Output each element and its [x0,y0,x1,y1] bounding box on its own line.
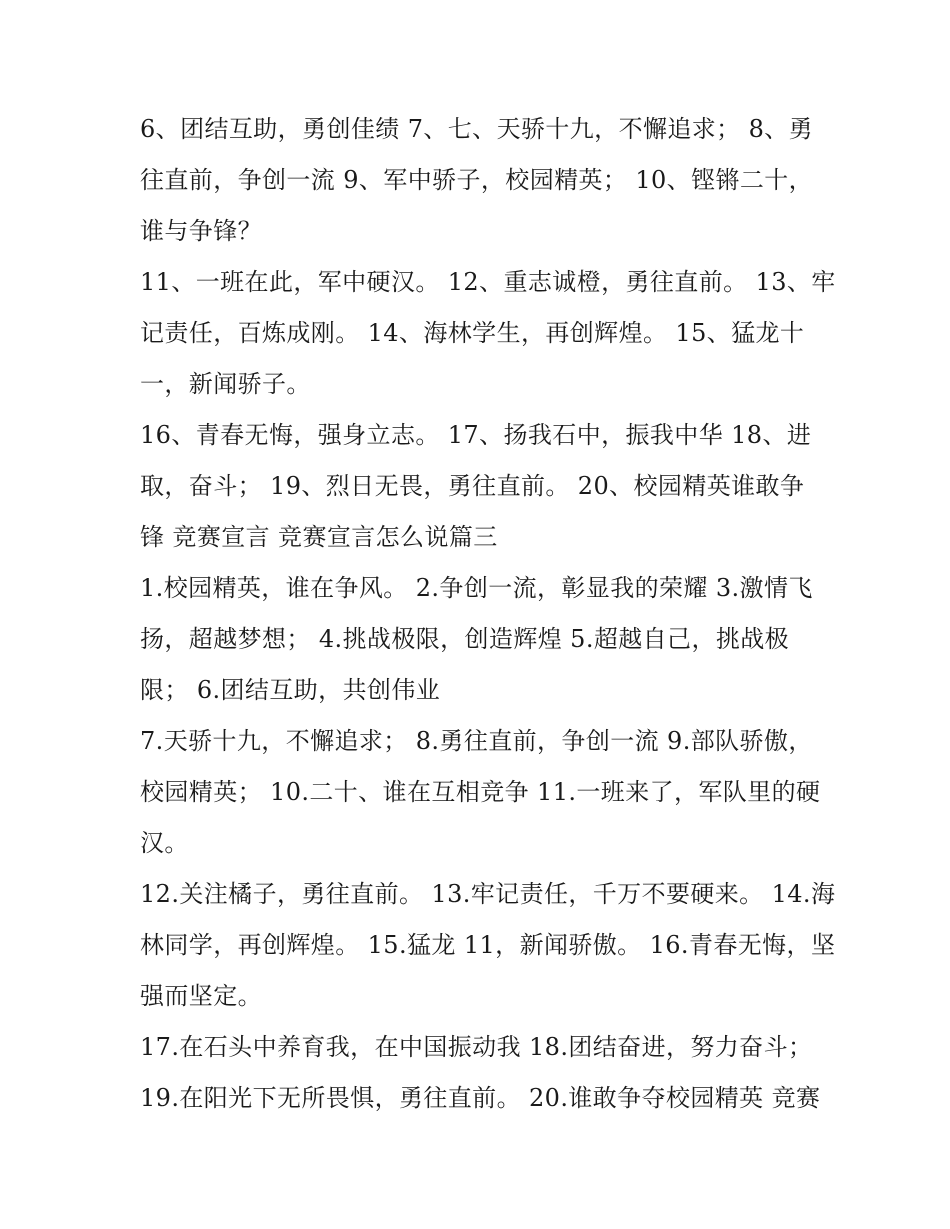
text-line: 一，新闻骄子。 [140,370,311,398]
text-line: 锋 竞赛宣言 竞赛宣言怎么说篇三 [140,523,498,551]
paragraph-slogans-16-20 [140,410,812,563]
text-line: 7.天骄十九，不懈追求； 8.勇往直前，争创一流 9.部队骄傲， [140,727,813,755]
text-line: 校园精英； 10.二十、谁在互相竞争 11.一班来了，军队里的硬 [140,778,821,806]
paragraph-part3-1-6 [140,563,812,716]
text-line: 16、青春无悔，强身立志。 17、扬我石中，振我中华 18、进 [140,421,812,449]
text-line: 17.在石头中养育我，在中国振动我 18.团结奋进，努力奋斗； [140,1033,813,1061]
text-line: 取，奋斗； 19、烈日无畏，勇往直前。 20、校园精英谁敢争 [140,472,805,500]
text-line: 限； 6.团结互助，共创伟业 [140,676,441,704]
text-line: 1.校园精英，谁在争风。 2.争创一流，彰显我的荣耀 3.激情飞 [140,574,813,602]
text-line: 19.在阳光下无所畏惧，勇往直前。 20.谁敢争夺校园精英 竞赛 [140,1084,821,1112]
document-body [140,104,836,1124]
paragraph-part3-7-11 [140,716,821,869]
paragraph-slogans-6-10 [140,104,812,257]
paragraph-part3-17-20 [140,1022,821,1124]
paragraph-part3-12-16 [140,869,836,1022]
paragraph-slogans-11-15 [140,257,836,410]
text-line: 强而坚定。 [140,982,262,1010]
text-line: 11、一班在此，军中硬汉。 12、重志诚橙，勇往直前。 13、牢 [140,268,836,296]
text-line: 谁与争锋？ [140,217,262,245]
text-line: 汉。 [140,829,189,857]
text-line: 扬，超越梦想； 4.挑战极限，创造辉煌 5.超越自己，挑战极 [140,625,790,653]
text-line: 6、团结互助，勇创佳绩 7、七、天骄十九，不懈追求； 8、勇 [140,115,814,143]
text-line: 往直前，争创一流 9、军中骄子，校园精英； 10、铿锵二十， [140,166,814,194]
text-line: 记责任，百炼成刚。 14、海林学生，再创辉煌。 15、猛龙十 [140,319,805,347]
text-line: 林同学，再创辉煌。 15.猛龙 11，新闻骄傲。 16.青春无悔，坚 [140,931,836,959]
text-line: 12.关注橘子，勇往直前。 13.牢记责任，千万不要硬来。 14.海 [140,880,836,908]
